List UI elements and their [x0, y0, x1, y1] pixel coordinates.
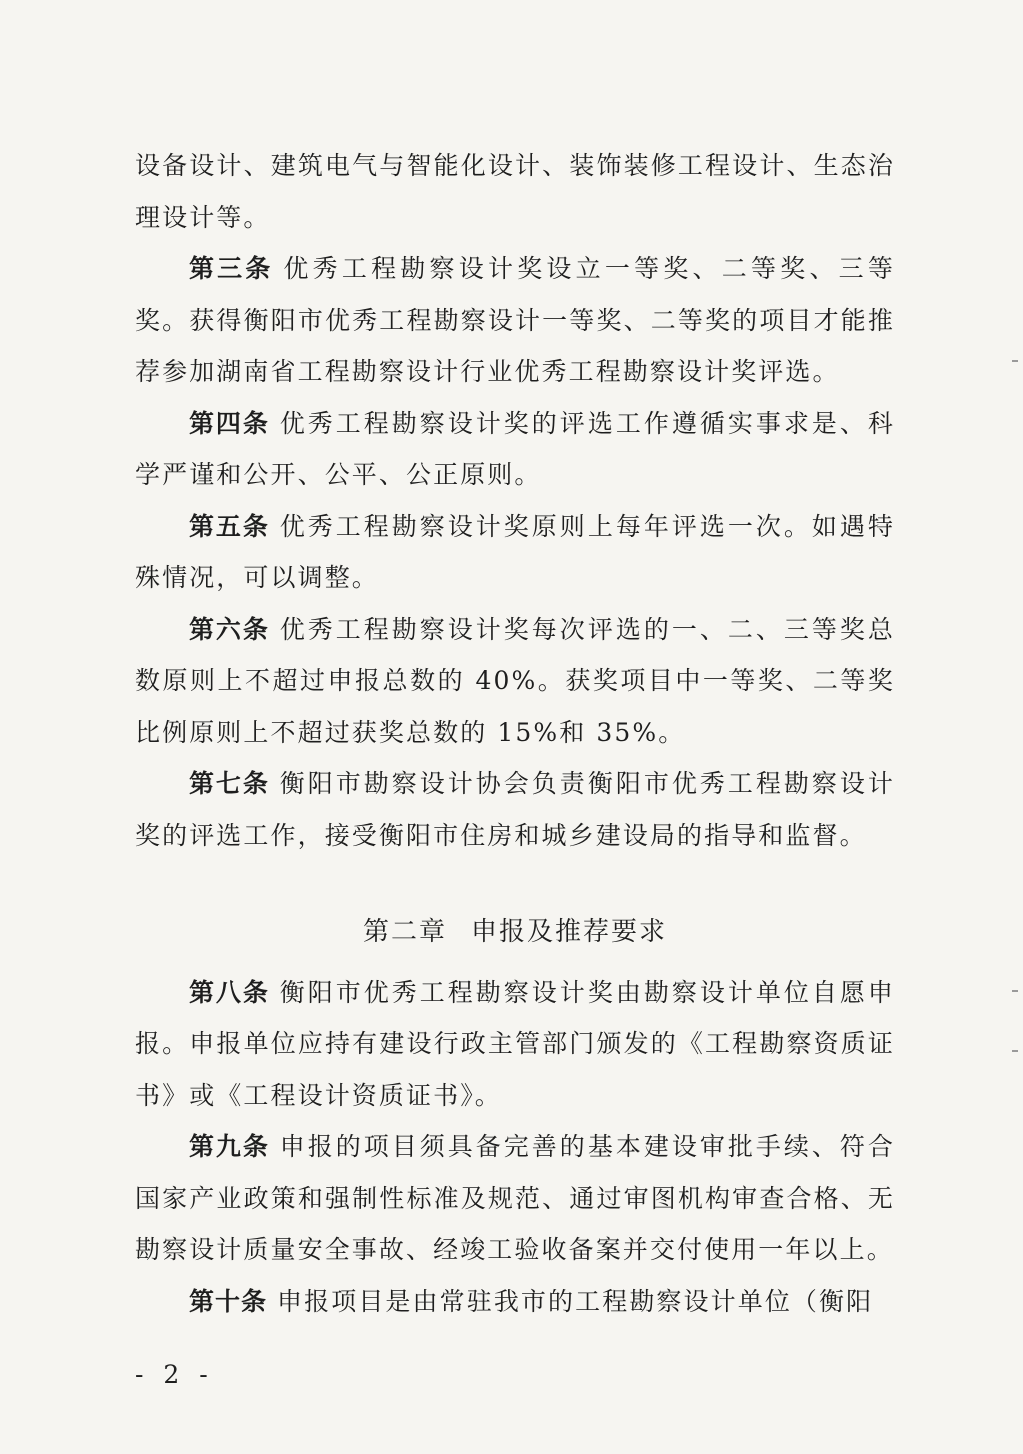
article-label: 第五条 — [189, 511, 270, 541]
chapter-title: 申报及推荐要求 — [471, 917, 668, 947]
chapter-heading — [135, 907, 895, 959]
article-5 — [135, 501, 895, 604]
article-10 — [135, 1276, 895, 1328]
article-text: 优秀工程勘察设计奖原则上每年评选一次。如遇特殊情况，可以调整。 — [135, 511, 895, 592]
scan-mark — [1012, 1050, 1018, 1052]
article-label: 第四条 — [189, 408, 270, 438]
article-6 — [135, 604, 895, 759]
chapter-number: 第二章 — [362, 917, 447, 947]
article-4 — [135, 398, 895, 501]
article-text: 申报的项目须具备完善的基本建设审批手续、符合国家产业政策和强制性标准及规范、通过审图机构审查合格、无勘察设计质量安全事故、经竣工验收备案并交付使用一年以上。 — [135, 1132, 895, 1264]
article-label: 第七条 — [189, 769, 270, 798]
paragraph-continuation — [135, 140, 895, 243]
article-label: 第三条 — [189, 254, 274, 283]
article-9 — [135, 1121, 895, 1276]
article-text: 衡阳市优秀工程勘察设计奖由勘察设计单位自愿申报。申报单位应持有建设行政主管部门颁发的《工程勘察资质证书》或《工程设计资质证书》。 — [135, 977, 895, 1110]
article-8 — [135, 967, 895, 1122]
article-text: 优秀工程勘察设计奖设立一等奖、二等奖、三等奖。获得衡阳市优秀工程勘察设计一等奖、二等奖的项目才能推荐参加湖南省工程勘察设计行业优秀工程勘察设计奖评选。 — [135, 254, 895, 386]
page-number: - 2 - — [135, 1360, 214, 1389]
document-body — [135, 140, 895, 1327]
article-label: 第六条 — [189, 614, 270, 644]
paragraph-text: 设备设计、建筑电气与智能化设计、装饰装修工程设计、生态治理设计等。 — [135, 151, 895, 232]
article-text: 优秀工程勘察设计奖每次评选的一、二、三等奖总数原则上不超过申报总数的 40%。获奖项目中一等奖、二等奖比例原则上不超过获奖总数的 15%和 35%。 — [135, 614, 895, 747]
article-3 — [135, 243, 895, 398]
article-text: 申报项目是由常驻我市的工程勘察设计单位（衡阳 — [277, 1286, 874, 1316]
scan-mark — [1012, 360, 1018, 362]
article-7 — [135, 758, 895, 861]
article-text: 衡阳市勘察设计协会负责衡阳市优秀工程勘察设计奖的评选工作，接受衡阳市住房和城乡建设局的指导和监督。 — [135, 769, 895, 850]
article-label: 第八条 — [189, 977, 270, 1007]
article-label: 第九条 — [189, 1132, 270, 1161]
scan-mark — [1012, 990, 1018, 992]
article-text: 优秀工程勘察设计奖的评选工作遵循实事求是、科学严谨和公开、公平、公正原则。 — [135, 408, 895, 489]
article-label: 第十条 — [189, 1286, 268, 1316]
